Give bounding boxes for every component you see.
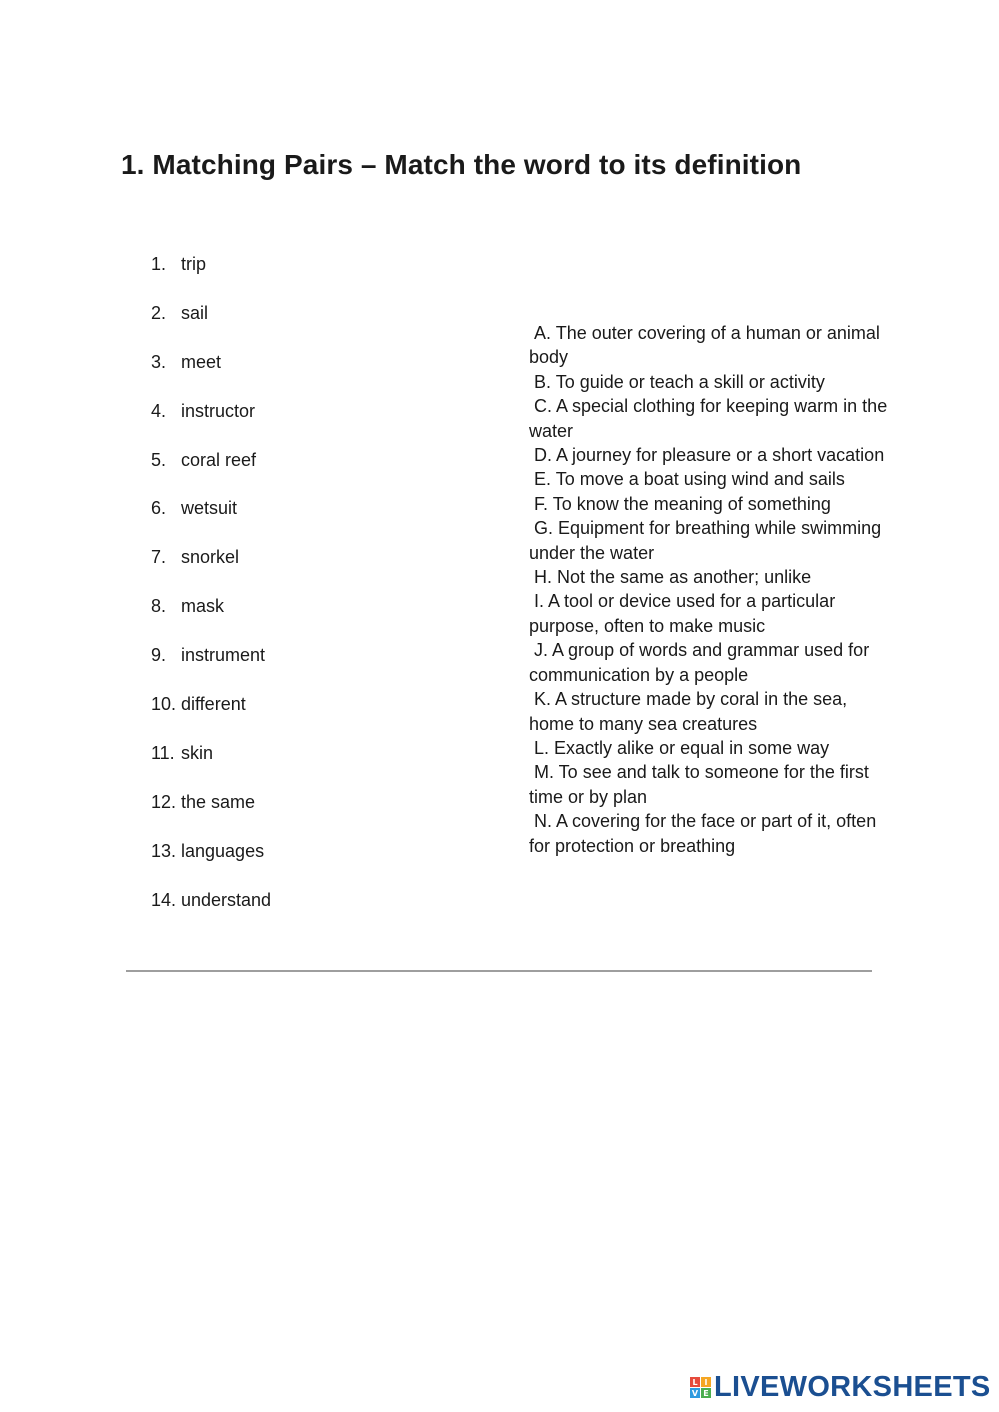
word-text: mask	[181, 596, 225, 617]
item-number: 12.	[151, 791, 177, 812]
list-item	[151, 496, 271, 545]
list-item	[151, 448, 271, 497]
item-number: 13.	[151, 840, 177, 861]
word-text: skin	[181, 742, 214, 763]
logo-letter: V	[691, 1388, 699, 1398]
list-item	[151, 741, 271, 790]
definition-item: D. A journey for pleasure or a short vacation	[529, 445, 885, 466]
word-text: wetsuit	[181, 498, 238, 519]
definition-item: F. To know the meaning of something	[529, 493, 831, 514]
definition-item: H. Not the same as another; unlike	[529, 567, 812, 588]
item-number: 3.	[151, 351, 167, 372]
list-item	[151, 643, 271, 692]
item-number: 11.	[151, 742, 175, 763]
word-text: sail	[181, 302, 209, 323]
list-item	[151, 790, 271, 839]
logo-letter: I	[701, 1377, 711, 1387]
divider-line	[126, 970, 872, 972]
list-item	[151, 692, 271, 741]
item-number: 2.	[151, 302, 167, 323]
definition-item: B. To guide or teach a skill or activity	[529, 371, 825, 392]
item-number: 10.	[151, 694, 177, 715]
definition-item: C. A special clothing for keeping warm in the water	[529, 396, 893, 441]
definition-item: E. To move a boat using wind and sails	[529, 469, 845, 490]
list-item	[151, 545, 271, 594]
list-item	[151, 888, 271, 937]
word-text: understand	[181, 889, 272, 910]
list-item	[151, 252, 271, 301]
word-text: instrument	[181, 645, 266, 666]
word-text: instructor	[181, 400, 256, 421]
definition-item: I. A tool or device used for a particular purpose, often to make music	[529, 591, 841, 636]
definition-item: J. A group of words and grammar used for communication by a people	[529, 640, 875, 685]
definition-item: A. The outer covering of a human or animal body	[529, 323, 885, 368]
word-text: the same	[181, 791, 256, 812]
list-item	[151, 301, 271, 350]
item-number: 7.	[151, 547, 167, 568]
word-text: trip	[181, 254, 207, 274]
word-text: different	[181, 694, 246, 715]
definition-item: L. Exactly alike or equal in some way	[529, 737, 830, 758]
list-item	[151, 839, 271, 888]
logo-icon	[690, 1377, 711, 1398]
list-item	[151, 399, 271, 448]
word-text: languages	[181, 840, 265, 861]
item-number: 8.	[151, 596, 167, 617]
item-number: 1.	[151, 254, 167, 274]
item-number: 6.	[151, 498, 167, 519]
word-text: snorkel	[181, 547, 240, 568]
brand-logo	[690, 1371, 991, 1404]
item-number: 14.	[151, 889, 177, 910]
item-number: 9.	[151, 645, 167, 666]
list-item	[151, 350, 271, 399]
logo-letter: L	[690, 1377, 700, 1387]
definition-item: K. A structure made by coral in the sea, home to many sea creatures	[529, 689, 853, 734]
definition-list	[529, 321, 893, 858]
list-item	[151, 594, 271, 643]
item-number: 5.	[151, 449, 167, 470]
word-text: coral reef	[181, 449, 257, 470]
item-number: 4.	[151, 400, 167, 421]
brand-name: LIVEWORKSHEETS	[714, 1371, 991, 1403]
logo-letter: E	[701, 1388, 711, 1398]
definition-item: M. To see and talk to someone for the first time or by plan	[529, 762, 874, 807]
definition-item: G. Equipment for breathing while swimming under the water	[529, 518, 887, 563]
page-title: 1. Matching Pairs – Match the word to its definition	[121, 149, 802, 180]
definition-item: N. A covering for the face or part of it, often for protection or breathing	[529, 811, 882, 856]
word-text: meet	[181, 351, 222, 372]
word-list	[151, 252, 271, 936]
